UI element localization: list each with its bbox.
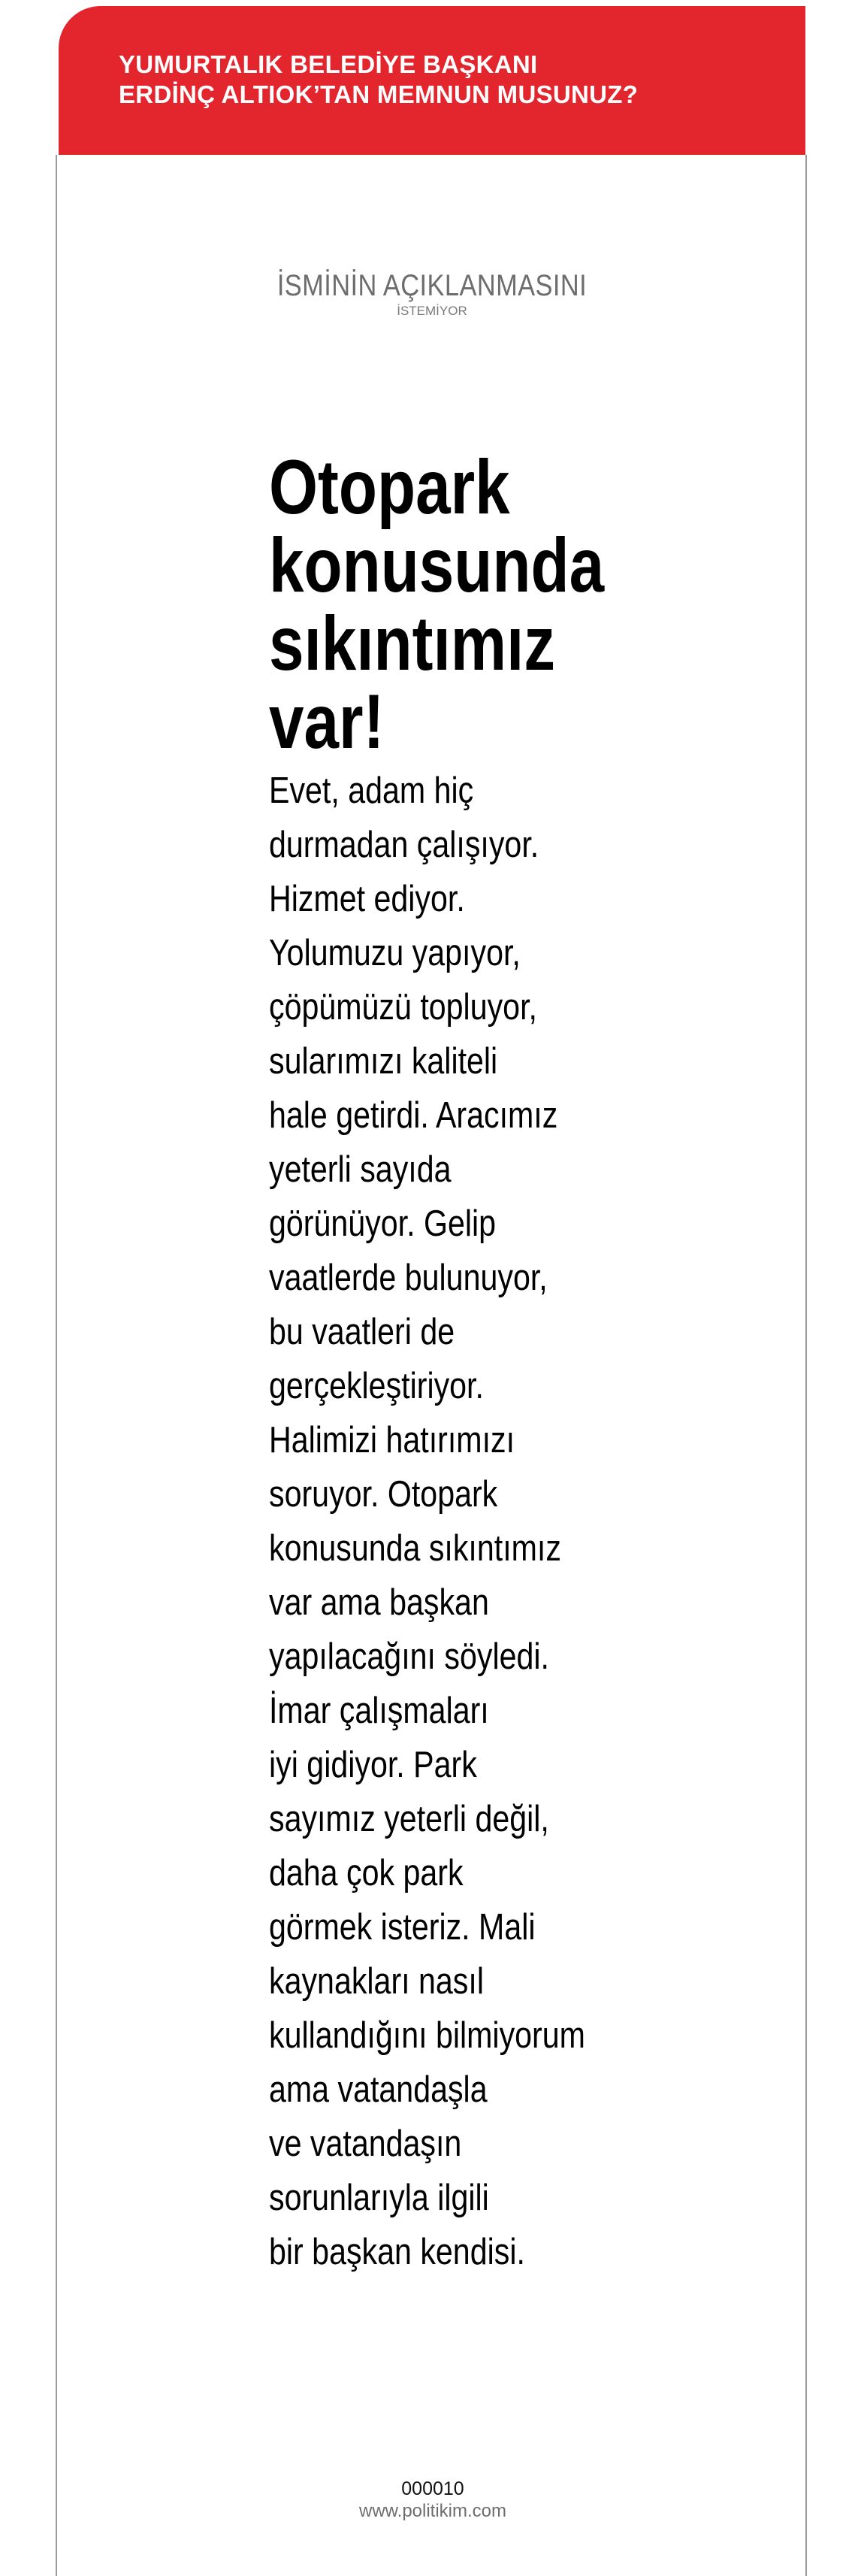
page-number: 000010 [401,2478,464,2499]
page-footer [282,2478,583,2523]
header-title-line-1: YUMURTALIK BELEDİYE BAŞKANI [119,50,538,78]
respondent-note: İSTEMİYOR [397,304,467,318]
header-banner [59,6,805,155]
respondent-block [225,268,639,319]
page-border-left [56,155,57,2576]
header-title-line-2: ERDİNÇ ALTIOK’TAN MEMNUN MUSUNUZ? [119,80,639,108]
article-body: Evet, adam hiç durmadan çalışıyor. Hizmet ediyor. Yolumuzu yapıyor, çöpümüzü topluyor, sularımızı kaliteli hale getirdi. Aracımız yeterli sayıda görünüyor. Gelip vaatlerde bulunuyor, bu vaatleri de gerçekleştiriyor. Halimizi hatırımızı soruyor. Otopark konusunda sıkıntımız var ama başkan yapılacağını söyledi. İmar çalışmaları iyi gidiyor. Park sayımız yeterli değil, daha çok park görmek isteriz. Mali kaynakları nasıl kullandığını bilmiyorum ama vatandaşla ve vatandaşın sorunlarıyla ilgili bir başkan kendisi. [269,770,585,2272]
respondent-name: İSMİNİN AÇIKLANMASINI [276,269,588,302]
footer-website: www.politikim.com [358,2501,507,2521]
article [269,444,690,2279]
article-headline: Otopark konusunda sıkıntımız var! [269,444,605,764]
page-border-right [805,155,807,2576]
